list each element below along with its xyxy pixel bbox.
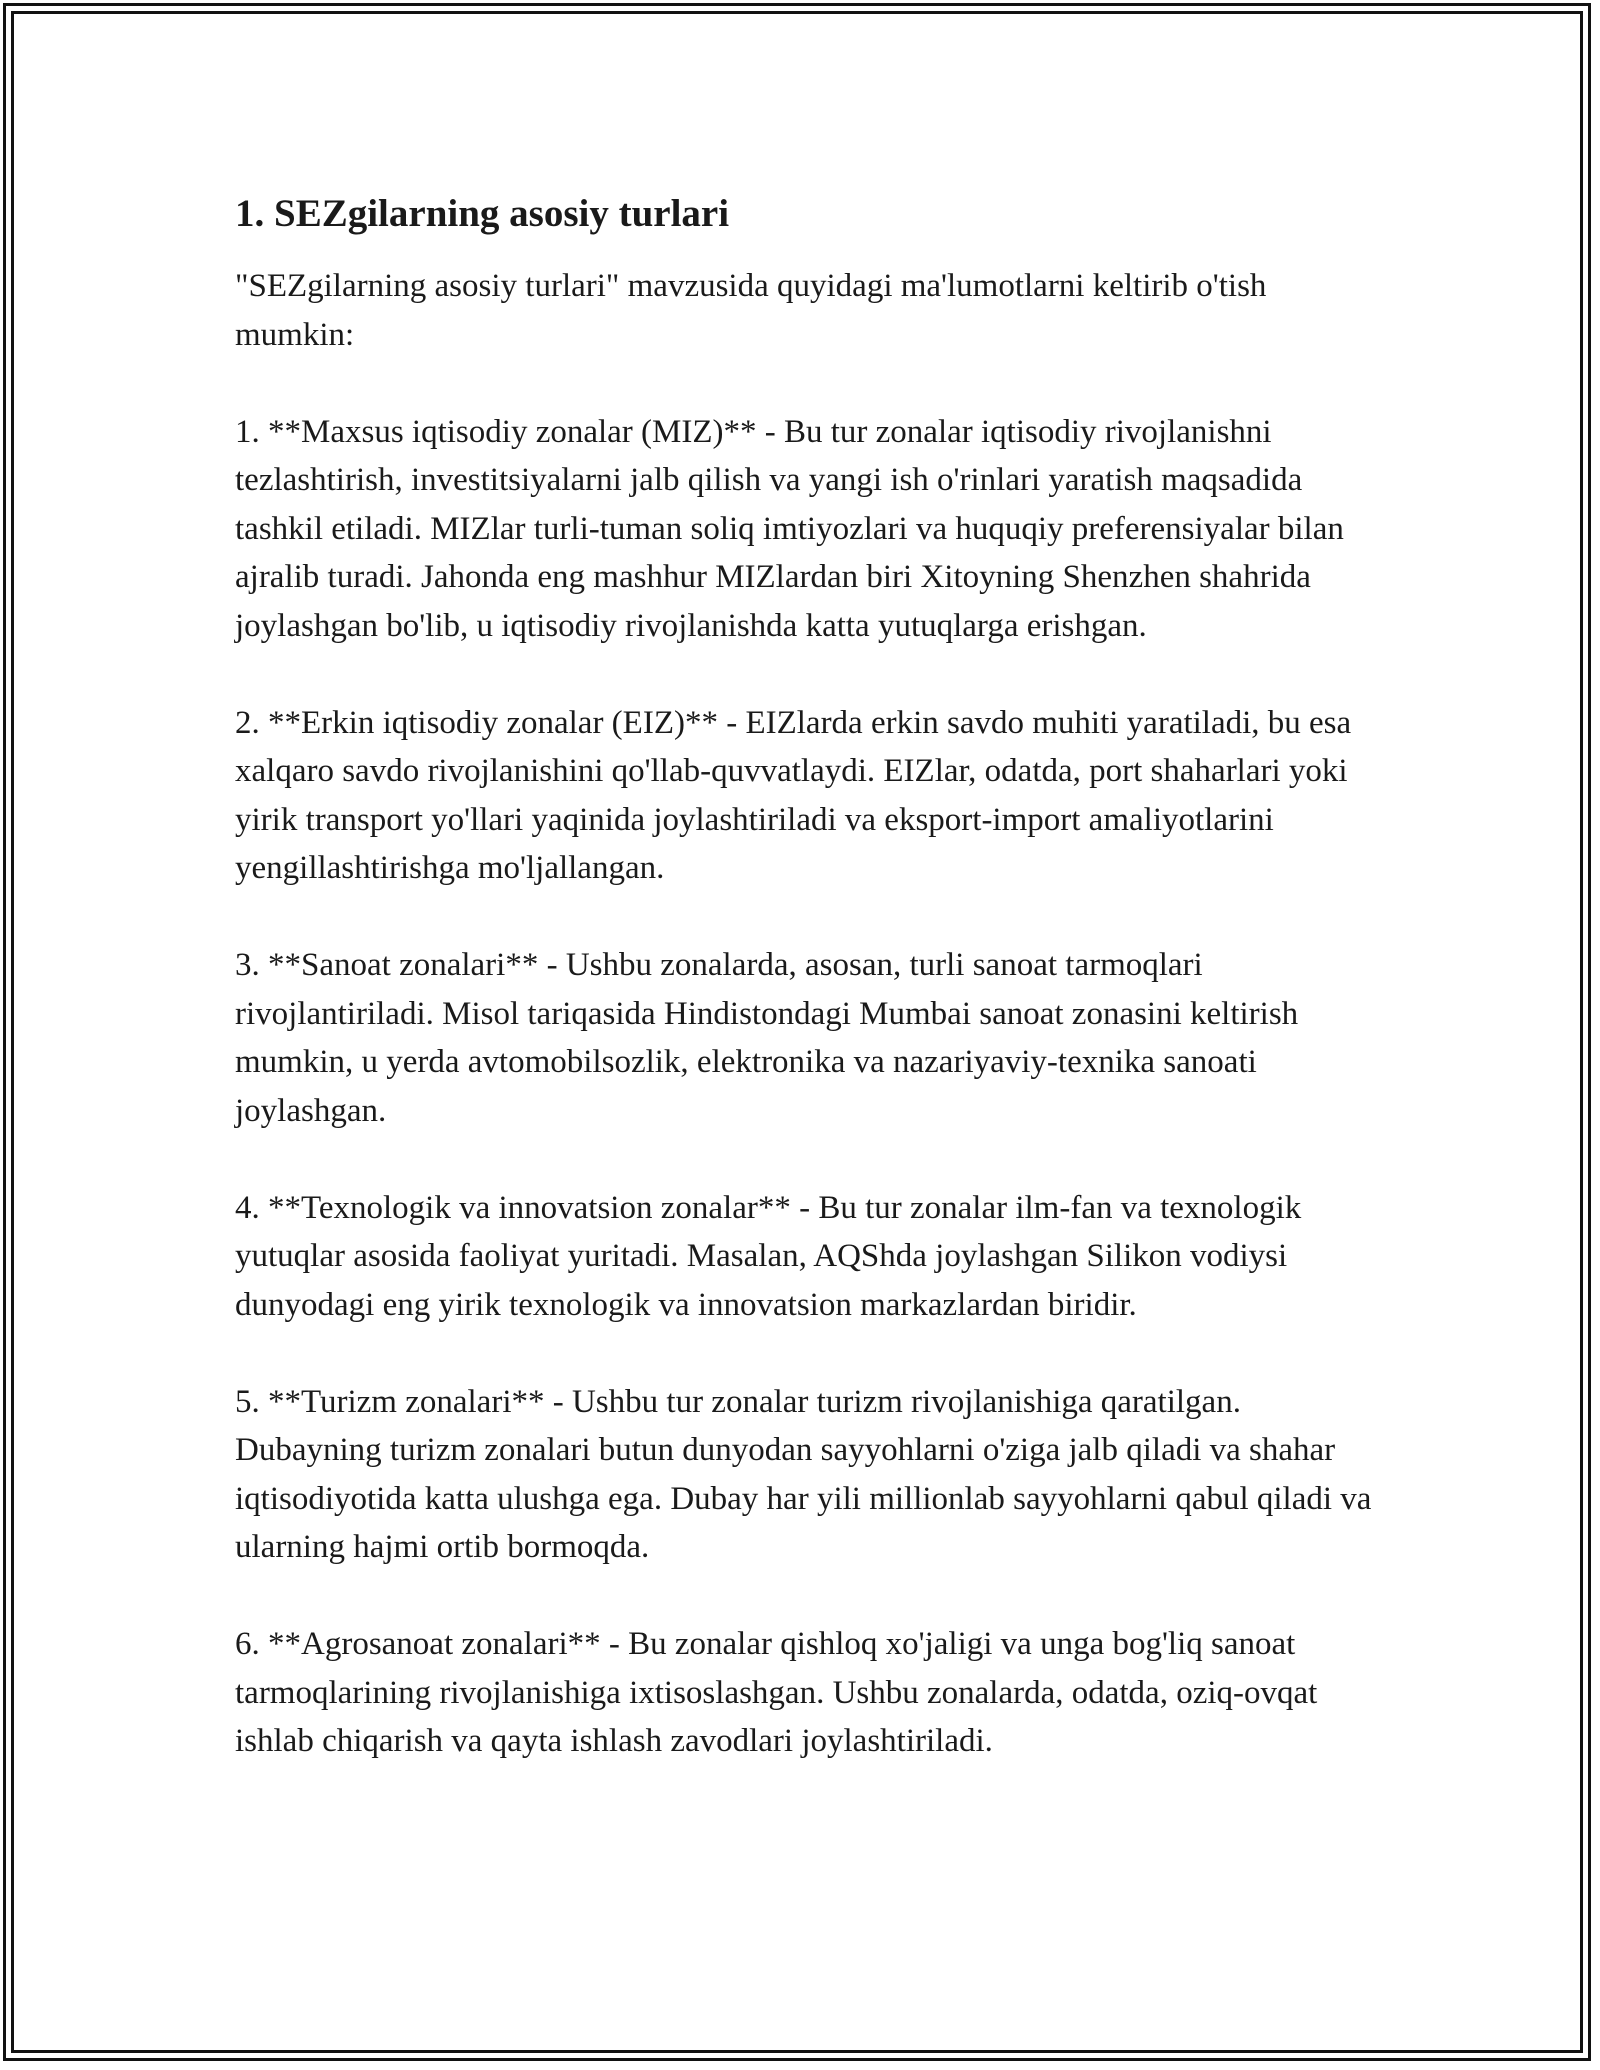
- document-body: [235, 186, 1375, 1766]
- list-item: 6. **Agrosanoat zonalari** - Bu zonalar qishloq xo'jaligi va unga bog'liq sanoat tarmoqlarining rivojlanishiga ixtisoslashgan. Ushbu zonalarda, odatda, oziq-ovqat ishlab chiqarish va qayta ishlash zavodlari joylashtiriladi.: [235, 1626, 1318, 1759]
- page-title: 1. SEZgilarning asosiy turlari: [235, 192, 730, 235]
- list-item: 2. **Erkin iqtisodiy zonalar (EIZ)** - EIZlarda erkin savdo muhiti yaratiladi, bu esa xalqaro savdo rivojlanishini qo'llab-quvvatlaydi. EIZlar, odatda, port shaharlari yoki yirik transport yo'llari yaqinida joylashtiriladi va eksport-import amaliyotlarini yengillashtirishga mo'ljallangan.: [235, 704, 1352, 886]
- intro-paragraph: "SEZgilarning asosiy turlari" mavzusida quyidagi ma'lumotlarni keltirib o'tish mumkin:: [235, 268, 1267, 353]
- list-item: 4. **Texnologik va innovatsion zonalar** - Bu tur zonalar ilm-fan va texnologik yutuqlar asosida faoliyat yuritadi. Masalan, AQShda joylashgan Silikon vodiysi dunyodagi eng yirik texnologik va innovatsion markazlardan biridir.: [235, 1189, 1302, 1323]
- list-item: 1. **Maxsus iqtisodiy zonalar (MIZ)** - Bu tur zonalar iqtisodiy rivojlanishni tezlashtirish, investitsiyalarni jalb qilish va yangi ish o'rinlari yaratish maqsadida tashkil etiladi. MIZlar turli-tuman soliq imtiyozlari va huquqiy preferensiyalar bilan ajralib turadi. Jahonda eng mashhur MIZlardan biri Xitoyning Shenzhen shahrida joylashgan bo'lib, u iqtisodiy rivojlanishda katta yutuqlarga erishgan.: [235, 413, 1344, 644]
- list-item: 5. **Turizm zonalari** - Ushbu tur zonalar turizm rivojlanishiga qaratilgan. Dubayning turizm zonalari butun dunyodan sayyohlarni o'ziga jalb qiladi va shahar iqtisodiyotida katta ulushga ega. Dubay har yili millionlab sayyohlarni qabul qiladi va ularning hajmi ortib bormoqda.: [235, 1383, 1372, 1565]
- list-item: 3. **Sanoat zonalari** - Ushbu zonalarda, asosan, turli sanoat tarmoqlari rivojlantiriladi. Misol tariqasida Hindistondagi Mumbai sanoat zonasini keltirish mumkin, u yerda avtomobilsozlik, elektronika va nazariyaviy-texnika sanoati joylashgan.: [235, 947, 1299, 1129]
